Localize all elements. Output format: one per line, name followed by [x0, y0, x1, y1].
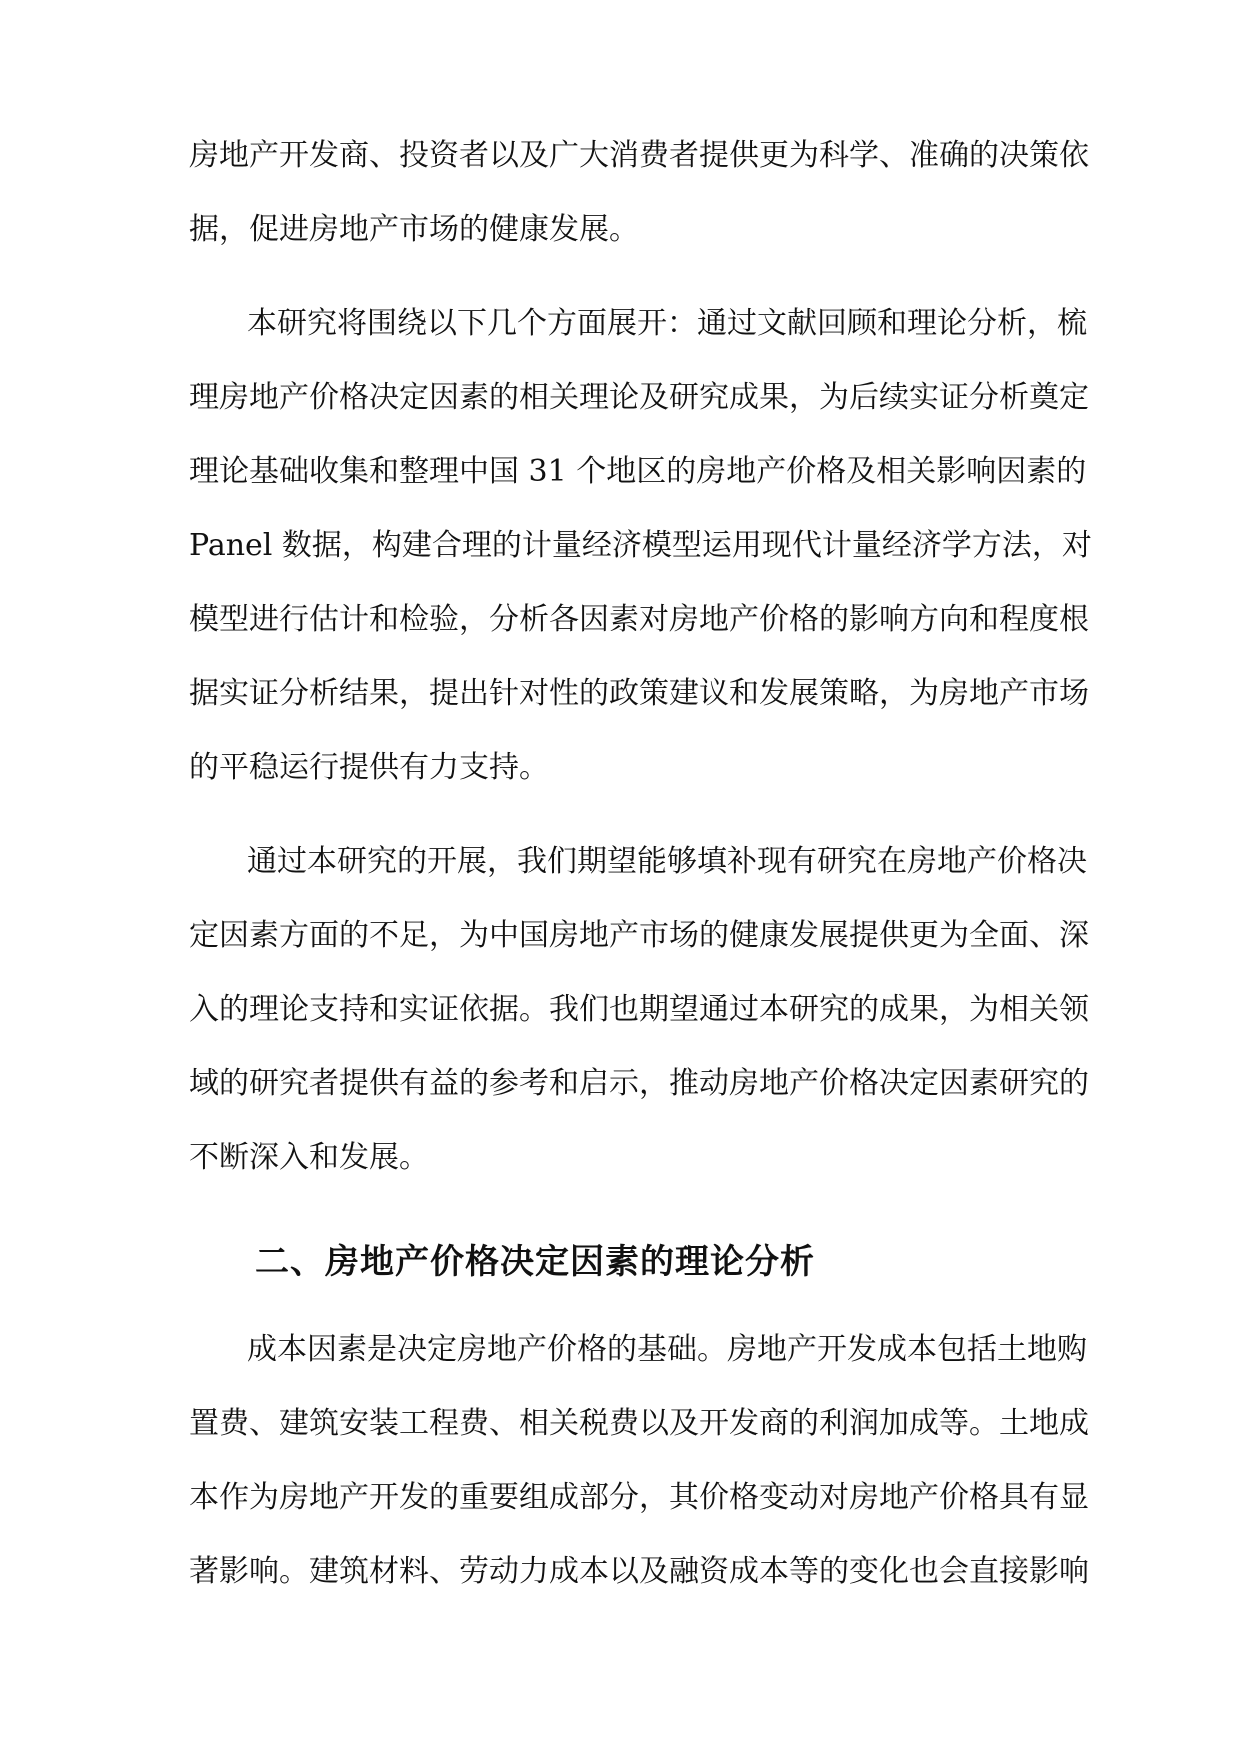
- paragraph-4-line-4: 著影响。建筑材料、劳动力成本以及融资成本等的变化也会直接影响: [189, 1554, 1089, 1589]
- section-heading: 二、房地产价格决定因素的理论分析: [255, 1242, 815, 1282]
- paragraph-3-line-5: 不断深入和发展。: [189, 1140, 429, 1175]
- paragraph-2-line-2: 理房地产价格决定因素的相关理论及研究成果，为后续实证分析奠定: [189, 380, 1089, 415]
- paragraph-2-line-3: 理论基础收集和整理中国 31 个地区的房地产价格及相关影响因素的: [189, 454, 1087, 489]
- paragraph-2-line-7: 的平稳运行提供有力支持。: [189, 750, 549, 785]
- paragraph-1-line-2: 据，促进房地产市场的健康发展。: [189, 212, 639, 247]
- paragraph-1-line-1: 房地产开发商、投资者以及广大消费者提供更为科学、准确的决策依: [189, 138, 1089, 173]
- paragraph-2-line-4: Panel 数据，构建合理的计量经济模型运用现代计量经济学方法，对: [189, 528, 1092, 563]
- paragraph-3-line-2: 定因素方面的不足，为中国房地产市场的健康发展提供更为全面、深: [189, 918, 1089, 953]
- paragraph-3-line-3: 入的理论支持和实证依据。我们也期望通过本研究的成果，为相关领: [189, 992, 1089, 1027]
- paragraph-4-line-1: 成本因素是决定房地产价格的基础。房地产开发成本包括土地购: [247, 1332, 1087, 1367]
- paragraph-2-line-1: 本研究将围绕以下几个方面展开：通过文献回顾和理论分析，梳: [247, 306, 1087, 341]
- paragraph-2-line-5: 模型进行估计和检验，分析各因素对房地产价格的影响方向和程度根: [189, 602, 1089, 637]
- paragraph-4-line-2: 置费、建筑安装工程费、相关税费以及开发商的利润加成等。土地成: [189, 1406, 1089, 1441]
- paragraph-2-line-6: 据实证分析结果，提出针对性的政策建议和发展策略，为房地产市场: [189, 676, 1089, 711]
- paragraph-3-line-1: 通过本研究的开展，我们期望能够填补现有研究在房地产价格决: [247, 844, 1087, 879]
- paragraph-3-line-4: 域的研究者提供有益的参考和启示，推动房地产价格决定因素研究的: [189, 1066, 1089, 1101]
- paragraph-4-line-3: 本作为房地产开发的重要组成部分，其价格变动对房地产价格具有显: [189, 1480, 1089, 1515]
